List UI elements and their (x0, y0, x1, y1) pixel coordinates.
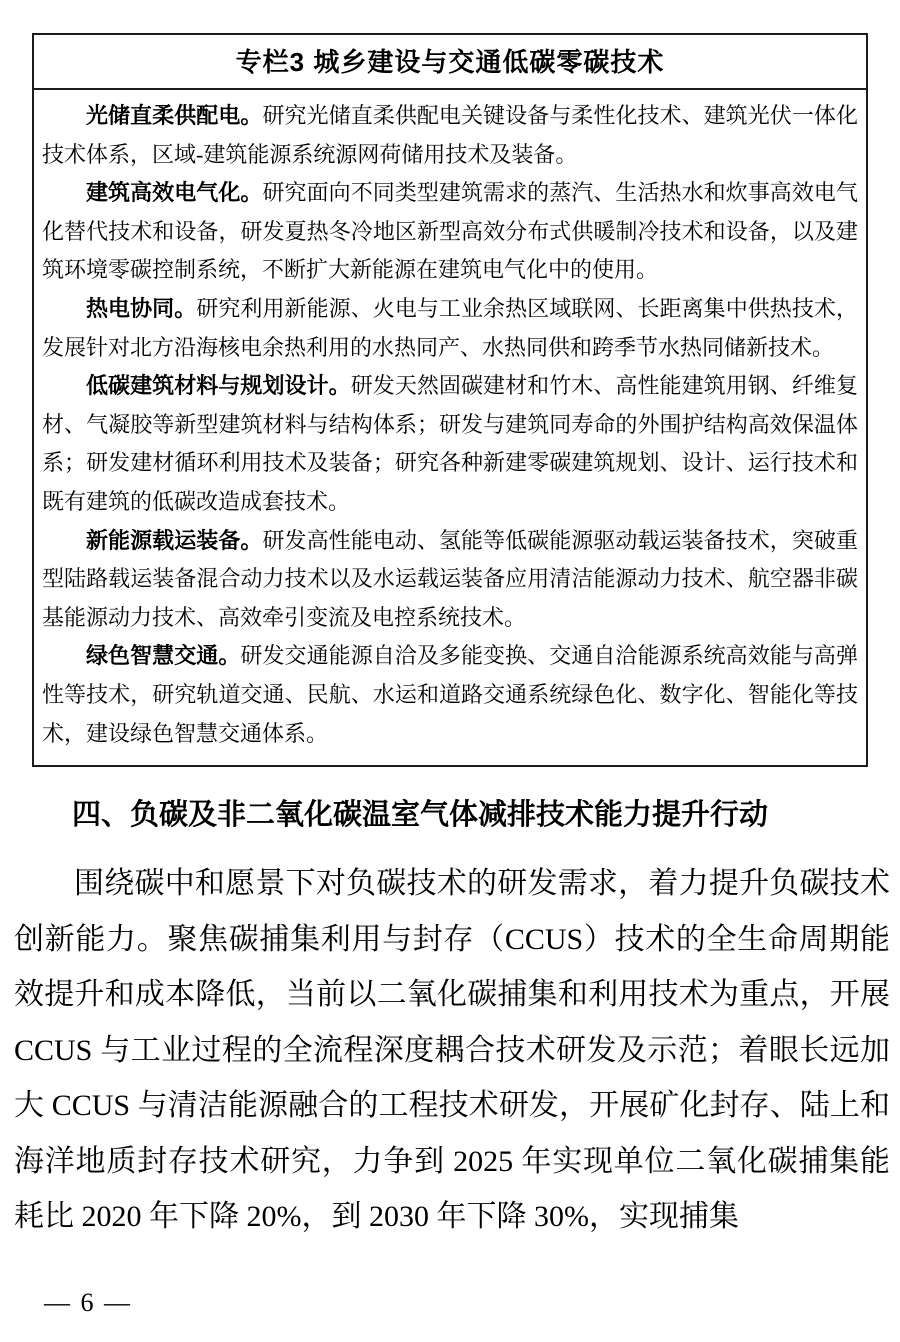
box-paragraph-lead: 热电协同。 (86, 295, 197, 321)
box-paragraph-lead: 建筑高效电气化。 (86, 180, 263, 206)
box-paragraph (42, 637, 858, 753)
column-box (32, 33, 868, 767)
box-paragraph (42, 367, 858, 521)
box-paragraph-lead: 光储直柔供配电。 (86, 103, 263, 128)
column-box-body (34, 90, 866, 765)
box-paragraph (42, 97, 858, 174)
box-paragraph-text: 研究利用新能源、火电与工业余热区域联网、长距离集中供热技术，发展针对北方沿海核电余热利用的水热同产、水热同供和跨季节水热同储新技术。 (42, 295, 858, 360)
body-paragraph: 围绕碳中和愿景下对负碳技术的研发需求，着力提升负碳技术创新能力。聚焦碳捕集利用与封存（CCUS）技术的全生命周期能效提升和成本降低，当前以二氧化碳捕集和利用技术为重点，开展 CCUS 与工业过程的全流程深度耦合技术研发及示范；着眼长远加大 CCUS 与清洁能源融合的工程技术研发，开展矿化封存、陆上和海洋地质封存技术研究，力争到 2025 年实现单位二氧化碳捕集能耗比 2020 年下降 20%，到 2030 年下降 30%，实现捕集 (14, 867, 890, 1233)
column-box-title: 专栏3 城乡建设与交通低碳零碳技术 (34, 35, 866, 90)
box-paragraph-text: 研发高性能电动、氢能等低碳能源驱动载运装备技术，突破重型陆路载运装备混合动力技术以及水运载运装备应用清洁能源动力技术、航空器非碳基能源动力技术、高效牵引变流及电控系统技术。 (42, 527, 858, 630)
box-paragraph-text: 研究面向不同类型建筑需求的蒸汽、生活热水和炊事高效电气化替代技术和设备，研发夏热冬冷地区新型高效分布式供暖制冷技术和设备，以及建筑环境零碳控制系统，不断扩大新能源在建筑电气化中的使用。 (42, 180, 858, 283)
section-heading: 四、负碳及非二氧化碳温室气体减排技术能力提升行动 (72, 799, 769, 831)
box-paragraph (42, 290, 858, 367)
box-paragraph-text: 研发交通能源自洽及多能变换、交通自洽能源系统高效能与高弹性等技术，研究轨道交通、民航、水运和道路交通系统绿色化、数字化、智能化等技术，建设绿色智慧交通体系。 (42, 643, 858, 746)
box-paragraph-lead: 新能源载运装备。 (86, 527, 263, 553)
box-paragraph-text: 研发天然固碳建材和竹木、高性能建筑用钢、纤维复材、气凝胶等新型建筑材料与结构体系；研发与建筑同寿命的外围护结构高效保温体系；研发建材循环利用技术及装备；研究各种新建零碳建筑规划、设计、运行技术和既有建筑的低碳改造成套技术。 (42, 373, 858, 514)
box-paragraph-text: 研究光储直柔供配电关键设备与柔性化技术、建筑光伏一体化技术体系，区域-建筑能源系统源网荷储用技术及装备。 (42, 103, 858, 167)
box-paragraph-lead: 低碳建筑材料与规划设计。 (86, 373, 351, 399)
page-number: — 6 — (44, 1288, 132, 1317)
box-paragraph (42, 522, 858, 638)
box-paragraph (42, 174, 858, 290)
box-paragraph-lead: 绿色智慧交通。 (86, 643, 241, 669)
